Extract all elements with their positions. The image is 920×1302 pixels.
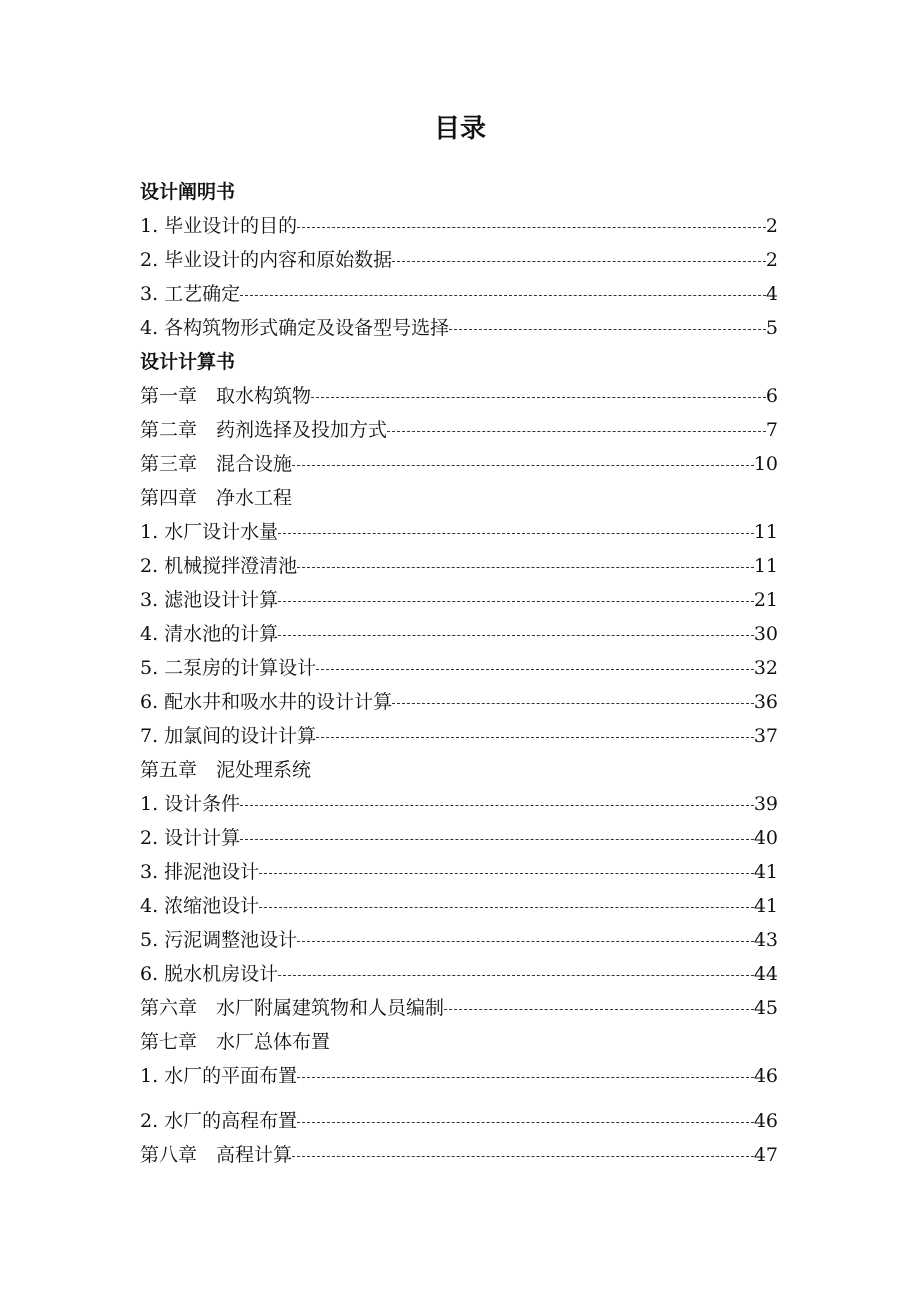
dash-leader bbox=[240, 790, 754, 818]
toc-entry[interactable] bbox=[140, 382, 778, 410]
toc-entry-label: 1. 毕业设计的目的 bbox=[140, 215, 298, 237]
toc-entry[interactable] bbox=[140, 552, 778, 580]
toc-page-number: 44 bbox=[753, 963, 778, 985]
toc-page-number: 2 bbox=[765, 215, 778, 237]
toc-entry-label: 第七章 水厂总体布置 bbox=[140, 1031, 331, 1053]
toc-page-number: 47 bbox=[753, 1144, 778, 1166]
dash-leader bbox=[278, 960, 754, 988]
toc-page-number: 37 bbox=[753, 725, 778, 747]
toc-entry[interactable] bbox=[140, 212, 778, 240]
toc-page-number: 41 bbox=[753, 861, 778, 883]
toc-page-number: 11 bbox=[753, 521, 778, 543]
dash-leader bbox=[444, 994, 754, 1022]
dash-leader bbox=[278, 586, 754, 614]
toc-entry[interactable] bbox=[140, 892, 778, 920]
toc-entry[interactable] bbox=[140, 246, 778, 274]
dash-leader bbox=[387, 416, 766, 444]
dash-leader bbox=[292, 450, 754, 478]
toc-page-number: 36 bbox=[753, 691, 778, 713]
toc-section-heading bbox=[140, 178, 778, 206]
toc-entry-label: 第五章 泥处理系统 bbox=[140, 759, 312, 781]
dash-leader bbox=[297, 212, 766, 240]
toc-entry-label: 1. 水厂设计水量 bbox=[140, 521, 279, 543]
dash-leader bbox=[316, 722, 754, 750]
toc-page-number: 46 bbox=[753, 1065, 778, 1087]
toc-page-number: 40 bbox=[753, 827, 778, 849]
toc-section-heading bbox=[140, 348, 778, 376]
toc-entry[interactable] bbox=[140, 416, 778, 444]
dash-leader bbox=[297, 926, 754, 954]
toc-entry[interactable] bbox=[140, 926, 778, 954]
toc-page-number: 11 bbox=[753, 555, 778, 577]
toc-page-number: 30 bbox=[753, 623, 778, 645]
toc-entry-label: 第一章 取水构筑物 bbox=[140, 385, 312, 407]
dash-leader bbox=[278, 518, 754, 546]
dash-leader bbox=[259, 858, 754, 886]
toc-entry[interactable] bbox=[140, 450, 778, 478]
toc-entry-label: 6. 配水井和吸水井的设计计算 bbox=[140, 691, 393, 713]
toc-entry-label: 3. 滤池设计计算 bbox=[140, 589, 279, 611]
toc-entry-label: 2. 毕业设计的内容和原始数据 bbox=[140, 249, 393, 271]
dash-leader bbox=[297, 1107, 754, 1135]
toc-entry-label: 5. 二泵房的计算设计 bbox=[140, 657, 317, 679]
toc-entry-label: 第二章 药剂选择及投加方式 bbox=[140, 419, 388, 441]
dash-leader bbox=[297, 1062, 754, 1090]
toc-entry-label: 4. 各构筑物形式确定及设备型号选择 bbox=[140, 317, 450, 339]
toc-entry[interactable] bbox=[140, 722, 778, 750]
toc-entry[interactable] bbox=[140, 994, 778, 1022]
toc-entry[interactable] bbox=[140, 688, 778, 716]
dash-leader bbox=[240, 280, 766, 308]
toc-page-number: 41 bbox=[753, 895, 778, 917]
toc-entry-label: 6. 脱水机房设计 bbox=[140, 963, 279, 985]
dash-leader bbox=[259, 892, 754, 920]
toc-entry-label: 设计阐明书 bbox=[140, 181, 236, 203]
dash-leader bbox=[292, 1141, 754, 1169]
dash-leader bbox=[316, 654, 754, 682]
toc-entry-label: 2. 机械搅拌澄清池 bbox=[140, 555, 298, 577]
toc-entry[interactable] bbox=[140, 960, 778, 988]
toc-page-number: 45 bbox=[753, 997, 778, 1019]
toc-entry[interactable] bbox=[140, 314, 778, 342]
toc-entry[interactable] bbox=[140, 858, 778, 886]
toc-entry[interactable] bbox=[140, 518, 778, 546]
toc-page-number: 6 bbox=[765, 385, 778, 407]
toc-page-number: 7 bbox=[765, 419, 778, 441]
toc-entry[interactable] bbox=[140, 1062, 778, 1090]
toc-entry-label: 第三章 混合设施 bbox=[140, 453, 293, 475]
toc-entry-label: 2. 设计计算 bbox=[140, 827, 241, 849]
toc-entry[interactable] bbox=[140, 824, 778, 852]
toc-chapter-heading bbox=[140, 484, 778, 512]
toc-entry[interactable] bbox=[140, 654, 778, 682]
toc-entry-label: 4. 清水池的计算 bbox=[140, 623, 279, 645]
toc-entry-label: 第六章 水厂附属建筑物和人员编制 bbox=[140, 997, 445, 1019]
toc-entry-label: 第八章 高程计算 bbox=[140, 1144, 293, 1166]
dash-leader bbox=[240, 824, 754, 852]
toc-page-number: 10 bbox=[753, 453, 778, 475]
toc-entry[interactable] bbox=[140, 790, 778, 818]
dash-leader bbox=[297, 552, 754, 580]
toc-page-number: 5 bbox=[765, 317, 778, 339]
toc-entry[interactable] bbox=[140, 1107, 778, 1135]
toc-entry-label: 4. 浓缩池设计 bbox=[140, 895, 260, 917]
toc-page-number: 43 bbox=[753, 929, 778, 951]
toc-entry-label: 第四章 净水工程 bbox=[140, 487, 293, 509]
toc-entry-label: 3. 排泥池设计 bbox=[140, 861, 260, 883]
toc-entry[interactable] bbox=[140, 586, 778, 614]
toc-entry-label: 设计计算书 bbox=[140, 351, 236, 373]
toc-page-number: 4 bbox=[765, 283, 778, 305]
dash-leader bbox=[311, 382, 766, 410]
toc-chapter-heading bbox=[140, 756, 778, 784]
toc-entry-label: 1. 设计条件 bbox=[140, 793, 241, 815]
toc-entry[interactable] bbox=[140, 1141, 778, 1169]
toc-entry-label: 3. 工艺确定 bbox=[140, 283, 241, 305]
toc-entry-label: 1. 水厂的平面布置 bbox=[140, 1065, 298, 1087]
toc-entry-label: 2. 水厂的高程布置 bbox=[140, 1110, 298, 1132]
toc-title: 目录 bbox=[433, 114, 486, 144]
toc-page-number: 46 bbox=[753, 1110, 778, 1132]
dash-leader bbox=[392, 246, 766, 274]
toc-page-number: 2 bbox=[765, 249, 778, 271]
toc-entry[interactable] bbox=[140, 620, 778, 648]
toc-page-number: 32 bbox=[753, 657, 778, 679]
toc-chapter-heading bbox=[140, 1028, 778, 1056]
toc-entry-label: 5. 污泥调整池设计 bbox=[140, 929, 298, 951]
dash-leader bbox=[449, 314, 766, 342]
toc-page-number: 21 bbox=[753, 589, 778, 611]
toc-entry[interactable] bbox=[140, 280, 778, 308]
toc-page-number: 39 bbox=[753, 793, 778, 815]
dash-leader bbox=[278, 620, 754, 648]
dash-leader bbox=[392, 688, 754, 716]
toc-entry-label: 7. 加氯间的设计计算 bbox=[140, 725, 317, 747]
